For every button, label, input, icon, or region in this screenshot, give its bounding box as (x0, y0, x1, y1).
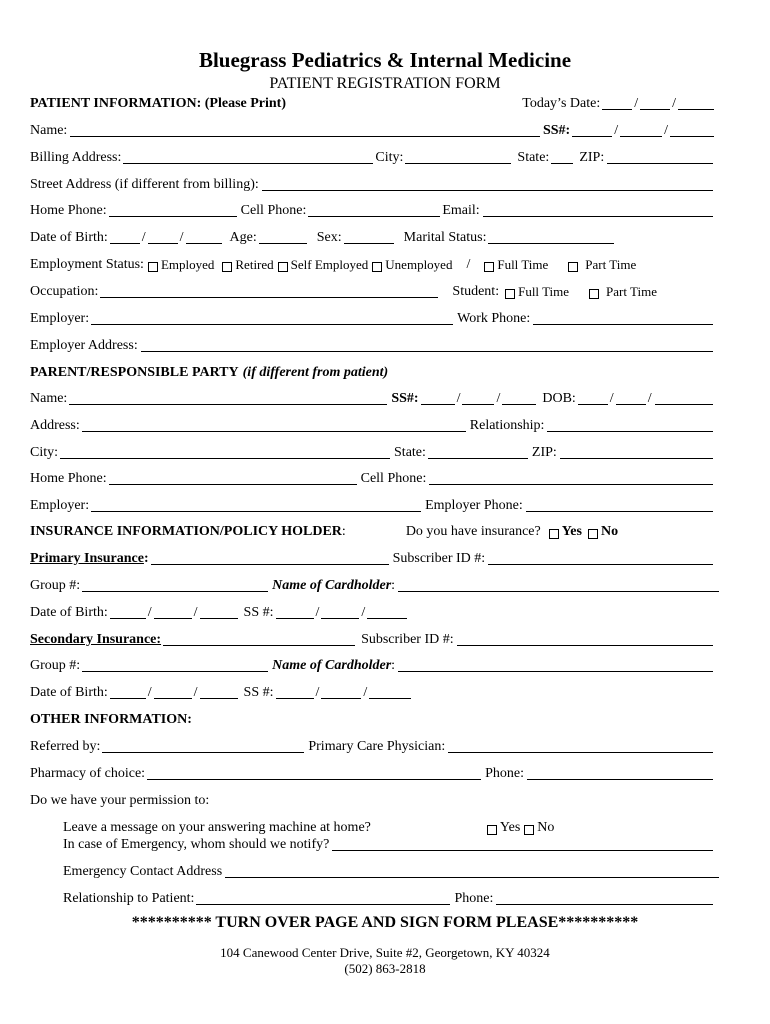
secondary-ss-part2-field[interactable] (321, 686, 361, 699)
age-label: Age: (229, 230, 257, 245)
secondary-dob-day-field[interactable] (154, 686, 192, 699)
primary-ss-part1-field[interactable] (276, 606, 314, 619)
cell-phone-field[interactable] (308, 204, 440, 217)
billing-city-label: City: (375, 150, 404, 165)
secondary-dob-month-field[interactable] (110, 686, 146, 699)
employer-row (30, 309, 716, 327)
secondary-subscriber-id-field[interactable] (457, 633, 713, 646)
student-part-time-checkbox[interactable] (589, 289, 599, 299)
todays-date-month-field[interactable] (602, 97, 632, 110)
parent-phone-row (30, 469, 716, 487)
leave-message-no-checkbox[interactable] (524, 825, 534, 835)
emergency-address-field[interactable] (225, 865, 719, 878)
patient-name-row: Name: SS#: / / (30, 121, 716, 139)
parent-dob-label: DOB: (542, 391, 576, 406)
parent-city-label: City: (30, 445, 59, 460)
permission-label: Do we have your permission to: (30, 793, 210, 808)
form-title: PATIENT REGISTRATION FORM (269, 75, 501, 92)
parent-ss-part2-field[interactable] (462, 392, 494, 405)
secondary-dob-label: Date of Birth: (30, 685, 108, 700)
parent-header-row (30, 363, 716, 381)
parent-relationship-field[interactable] (547, 419, 713, 432)
occupation-row (30, 282, 716, 300)
primary-group-label: Group #: (30, 578, 81, 593)
billing-address-row (30, 148, 716, 166)
parent-name-row: Name: SS#: / / DOB: / / (30, 389, 716, 407)
primary-group-field[interactable] (82, 579, 268, 592)
marital-status-label: Marital Status: (403, 230, 487, 245)
retired-checkbox[interactable] (222, 262, 232, 272)
secondary-dob-row: Date of Birth: / / SS #: / / (30, 683, 716, 701)
parent-employer-field[interactable] (91, 499, 421, 512)
dob-label: Date of Birth: (30, 230, 108, 245)
self-employed-label: Self Employed (290, 257, 369, 272)
primary-dob-row: Date of Birth: / / SS #: / / (30, 603, 716, 621)
parent-employer-phone-label: Employer Phone: (425, 498, 523, 513)
employer-address-field[interactable] (141, 339, 713, 352)
occupation-field[interactable] (100, 285, 438, 298)
billing-address-field[interactable] (123, 151, 373, 164)
todays-date-label: Today’s Date: (522, 96, 601, 111)
street-address-label: Street Address (if different from billing): (30, 177, 259, 192)
insurance-section-label: INSURANCE INFORMATION/POLICY HOLDER (30, 524, 342, 539)
primary-subscriber-id-field[interactable] (488, 552, 713, 565)
parent-name-field[interactable] (69, 392, 387, 405)
employment-part-time-label: Part Time (585, 257, 637, 272)
home-phone-field[interactable] (109, 204, 237, 217)
parent-cell-phone-label: Cell Phone: (360, 471, 427, 486)
billing-zip-label: ZIP: (579, 150, 605, 165)
student-part-time-label: Part Time (606, 284, 657, 299)
patient-ss-part3-field[interactable] (670, 124, 714, 137)
other-section-label: OTHER INFORMATION: (30, 712, 192, 727)
practice-address: 104 Canewood Center Drive, Suite #2, Georgetown, KY 40324 (220, 945, 550, 960)
pcp-field[interactable] (448, 740, 713, 753)
occupation-label: Occupation: (30, 284, 99, 299)
leave-message-yes-checkbox[interactable] (487, 825, 497, 835)
parent-home-phone-label: Home Phone: (30, 471, 107, 486)
parent-name-label: Name: (30, 391, 68, 406)
insurance-no-label: No (600, 524, 619, 539)
parent-address-row (30, 416, 716, 434)
emergency-phone-label: Phone: (454, 891, 494, 906)
retired-label: Retired (235, 257, 274, 272)
parent-employer-label: Employer: (30, 498, 90, 513)
employment-part-time-checkbox[interactable] (568, 262, 578, 272)
other-header-row (30, 710, 716, 728)
patient-phone-row (30, 201, 716, 219)
primary-ss-part3-field[interactable] (367, 606, 407, 619)
leave-message-label: Leave a message on your answering machine at home? (63, 820, 371, 835)
parent-relationship-label: Relationship: (469, 418, 545, 433)
secondary-ss-part3-field[interactable] (369, 686, 411, 699)
parent-section-label: PARENT/RESPONSIBLE PARTY (30, 365, 239, 380)
parent-state-label: State: (394, 445, 426, 460)
primary-group-row: Group #: Name of Cardholder : (30, 576, 716, 594)
parent-cell-phone-field[interactable] (429, 472, 713, 485)
dob-month-field[interactable] (110, 231, 140, 244)
secondary-insurance-field[interactable] (163, 633, 355, 646)
work-phone-field[interactable] (533, 312, 713, 325)
insurance-header-row (30, 522, 716, 540)
referred-by-row (30, 737, 716, 755)
parent-zip-label: ZIP: (531, 445, 557, 460)
parent-employer-phone-field[interactable] (526, 499, 713, 512)
street-address-field[interactable] (262, 178, 713, 191)
age-field[interactable] (259, 231, 307, 244)
parent-home-phone-field[interactable] (109, 472, 357, 485)
patient-ss-part1-field[interactable] (572, 124, 612, 137)
primary-ss-part2-field[interactable] (321, 606, 359, 619)
pharmacy-row (30, 764, 716, 782)
employer-label: Employer: (30, 311, 90, 326)
relationship-to-patient-label: Relationship to Patient: (63, 891, 195, 906)
primary-dob-year-field[interactable] (200, 606, 238, 619)
employed-label: Employed (160, 257, 215, 272)
practice-phone: (502) 863-2818 (344, 961, 426, 976)
primary-cardholder-label: Name of Cardholder (272, 578, 392, 593)
parent-ss-label: SS#: (391, 391, 419, 406)
sex-label: Sex: (316, 230, 342, 245)
student-full-time-label: Full Time (518, 284, 570, 299)
secondary-ss-part1-field[interactable] (276, 686, 314, 699)
pcp-label: Primary Care Physician: (308, 739, 446, 754)
secondary-group-label: Group #: (30, 658, 81, 673)
employment-status-label: Employment Status: (30, 257, 144, 272)
emergency-address-row (63, 862, 716, 880)
secondary-dob-year-field[interactable] (200, 686, 238, 699)
billing-zip-field[interactable] (607, 151, 713, 164)
employment-status-row (30, 255, 716, 273)
turn-over-notice: ********** TURN OVER PAGE AND SIGN FORM PLEASE********** (131, 914, 639, 931)
emergency-contact-field[interactable] (332, 838, 713, 851)
referred-by-field[interactable] (102, 740, 304, 753)
parent-state-field[interactable] (428, 446, 528, 459)
email-label: Email: (442, 203, 480, 218)
unemployed-label: Unemployed (385, 257, 453, 272)
insurance-question: Do you have insurance? (405, 524, 541, 539)
todays-date-day-field[interactable] (640, 97, 670, 110)
secondary-insurance-label: Secondary Insurance: (30, 632, 162, 647)
dob-row: Date of Birth: / / Age: Sex: Marital Status: (30, 228, 716, 246)
employment-slash: / (466, 257, 471, 272)
student-full-time-checkbox[interactable] (505, 289, 515, 299)
leave-message-yes-label: Yes (499, 820, 521, 835)
relationship-row (63, 889, 716, 907)
primary-ss-label: SS #: (243, 605, 274, 620)
employment-full-time-label: Full Time (497, 257, 549, 272)
sex-field[interactable] (344, 231, 394, 244)
primary-dob-month-field[interactable] (110, 606, 146, 619)
insurance-yes-label: Yes (561, 524, 582, 539)
billing-state-label: State: (517, 150, 550, 165)
secondary-subscriber-id-label: Subscriber ID #: (361, 632, 454, 647)
patient-ss-label: SS#: (542, 123, 571, 138)
pharmacy-phone-label: Phone: (485, 766, 524, 781)
secondary-insurance-row (30, 630, 716, 648)
secondary-group-row: Group #: Name of Cardholder : (30, 656, 716, 674)
billing-state-field[interactable] (551, 151, 573, 164)
leave-message-no-label: No (537, 820, 555, 835)
primary-subscriber-id-label: Subscriber ID #: (392, 551, 486, 566)
street-address-row (30, 175, 716, 193)
parent-city-field[interactable] (60, 446, 390, 459)
patient-section-label: PATIENT INFORMATION: (Please Print) (30, 96, 286, 111)
practice-name: Bluegrass Pediatrics & Internal Medicine (198, 48, 572, 72)
employer-address-label: Employer Address: (30, 338, 138, 353)
permission-row (30, 791, 716, 809)
parent-dob-day-field[interactable] (616, 392, 646, 405)
referred-by-label: Referred by: (30, 739, 101, 754)
billing-city-field[interactable] (405, 151, 511, 164)
primary-insurance-label: Primary Insurance (30, 551, 144, 566)
parent-city-row (30, 443, 716, 461)
self-employed-checkbox[interactable] (278, 262, 288, 272)
parent-section-note: (if different from patient) (242, 365, 389, 380)
leave-message-row (63, 818, 716, 836)
parent-employer-row (30, 496, 716, 514)
patient-ss-part2-field[interactable] (620, 124, 662, 137)
secondary-ss-label: SS #: (243, 685, 274, 700)
employer-field[interactable] (91, 312, 453, 325)
parent-zip-field[interactable] (560, 446, 713, 459)
parent-ss-part3-field[interactable] (502, 392, 536, 405)
unemployed-checkbox[interactable] (372, 262, 382, 272)
secondary-cardholder-label: Name of Cardholder (272, 658, 392, 673)
emergency-notify-row (63, 835, 716, 853)
email-field[interactable] (483, 204, 713, 217)
patient-header-row: PATIENT INFORMATION: (Please Print) Today’s Date: / / (30, 94, 716, 112)
marital-status-field[interactable] (488, 231, 614, 244)
secondary-cardholder-field[interactable] (398, 659, 713, 672)
parent-address-field[interactable] (82, 419, 466, 432)
primary-dob-label: Date of Birth: (30, 605, 108, 620)
billing-address-label: Billing Address: (30, 150, 122, 165)
parent-ss-part1-field[interactable] (421, 392, 455, 405)
insurance-section-colon: : (341, 524, 346, 539)
patient-name-label: Name: (30, 123, 68, 138)
secondary-group-field[interactable] (82, 659, 268, 672)
cell-phone-label: Cell Phone: (240, 203, 307, 218)
primary-dob-day-field[interactable] (154, 606, 192, 619)
parent-dob-year-field[interactable] (655, 392, 713, 405)
primary-cardholder-field[interactable] (398, 579, 719, 592)
insurance-no-checkbox[interactable] (588, 529, 598, 539)
relationship-to-patient-field[interactable] (196, 892, 450, 905)
emergency-question-label: In case of Emergency, whom should we notify? (63, 837, 330, 852)
employed-checkbox[interactable] (148, 262, 158, 272)
patient-name-field[interactable] (70, 124, 540, 137)
pharmacy-label: Pharmacy of choice: (30, 766, 146, 781)
insurance-yes-checkbox[interactable] (549, 529, 559, 539)
home-phone-label: Home Phone: (30, 203, 107, 218)
dob-year-field[interactable] (186, 231, 222, 244)
emergency-address-label: Emergency Contact Address (63, 864, 223, 879)
pharmacy-phone-field[interactable] (527, 767, 713, 780)
dob-day-field[interactable] (148, 231, 178, 244)
pharmacy-field[interactable] (147, 767, 481, 780)
work-phone-label: Work Phone: (457, 311, 531, 326)
parent-dob-month-field[interactable] (578, 392, 608, 405)
primary-insurance-row: Primary Insurance : Subscriber ID #: (30, 549, 716, 567)
emergency-phone-field[interactable] (496, 892, 713, 905)
employer-address-row (30, 336, 716, 354)
todays-date-year-field[interactable] (678, 97, 714, 110)
parent-address-label: Address: (30, 418, 80, 433)
primary-insurance-field[interactable] (151, 552, 389, 565)
employment-full-time-checkbox[interactable] (484, 262, 494, 272)
student-label: Student: (452, 284, 500, 299)
